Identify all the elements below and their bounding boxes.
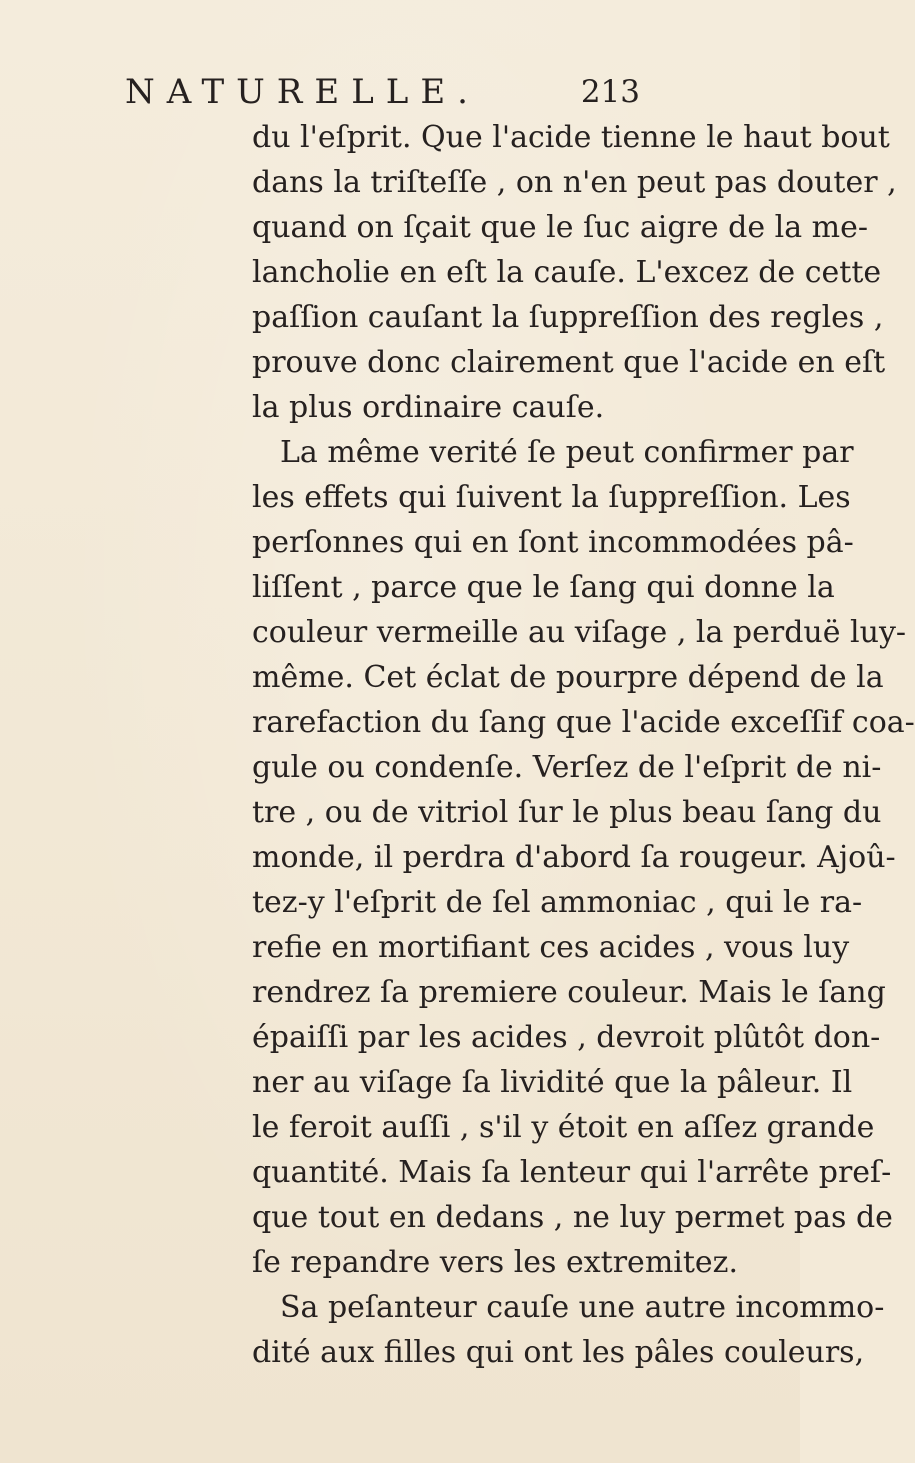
text-line: rendrez ſa premiere couleur. Mais le ſang xyxy=(252,975,886,1010)
text-line: ſe repandre vers les extremitez. xyxy=(252,1245,739,1280)
text-line: tez-y l'eſprit de ſel ammoniac , qui le ra- xyxy=(252,885,863,920)
text-line: La même verité ſe peut confirmer par xyxy=(280,435,854,470)
text-line: prouve donc clairement que l'acide en eſt xyxy=(252,345,886,380)
text-line: tre , ou de vitriol ſur le plus beau ſang du xyxy=(252,795,882,830)
text-line: que tout en dedans , ne luy permet pas de xyxy=(252,1200,893,1235)
text-line: liſſent , parce que le ſang qui donne la xyxy=(252,570,835,605)
text-line: quand on ſçait que le ſuc aigre de la me- xyxy=(252,210,868,245)
text-line: monde, il perdra d'abord ſa rougeur. Ajoû- xyxy=(252,840,896,875)
text-line: épaiſſi par les acides , devroit plûtôt don- xyxy=(252,1020,881,1055)
text-line: paſſion cauſant la ſuppreſſion des regles , xyxy=(252,300,884,335)
text-line: même. Cet éclat de pourpre dépend de la xyxy=(252,660,884,695)
text-line: Sa peſanteur cauſe une autre incommo- xyxy=(280,1290,885,1325)
text-line: dans la triſteſſe , on n'en peut pas douter , xyxy=(252,165,897,200)
text-line: gule ou condenſe. Verſez de l'eſprit de ni- xyxy=(252,750,882,785)
text-line: couleur vermeille au viſage , la perduë luy- xyxy=(252,615,907,650)
text-line: dité aux filles qui ont les pâles couleurs, xyxy=(252,1335,865,1370)
text-line: refie en mortifiant ces acides , vous luy xyxy=(252,930,850,965)
text-line: quantité. Mais ſa lenteur qui l'arrête preſ- xyxy=(252,1155,892,1190)
text-line: le feroit auſſi , s'il y étoit en aſſez grande xyxy=(252,1110,875,1145)
text-line: perſonnes qui en ſont incommodées pâ- xyxy=(252,525,854,560)
text-line: rarefaction du ſang que l'acide exceſſif coa- xyxy=(252,705,915,740)
text-line: la plus ordinaire cauſe. xyxy=(252,390,605,425)
text-line: lancholie en eſt la cauſe. L'excez de cette xyxy=(252,255,882,290)
page-number: 213 xyxy=(580,74,640,110)
text-line: les effets qui ſuivent la ſuppreſſion. Les xyxy=(252,480,851,515)
running-title: NATURELLE. xyxy=(125,72,480,112)
text-line: ner au viſage ſa lividité que la pâleur. Il xyxy=(252,1065,853,1100)
text-line: du l'eſprit. Que l'acide tienne le haut bout xyxy=(252,120,890,155)
